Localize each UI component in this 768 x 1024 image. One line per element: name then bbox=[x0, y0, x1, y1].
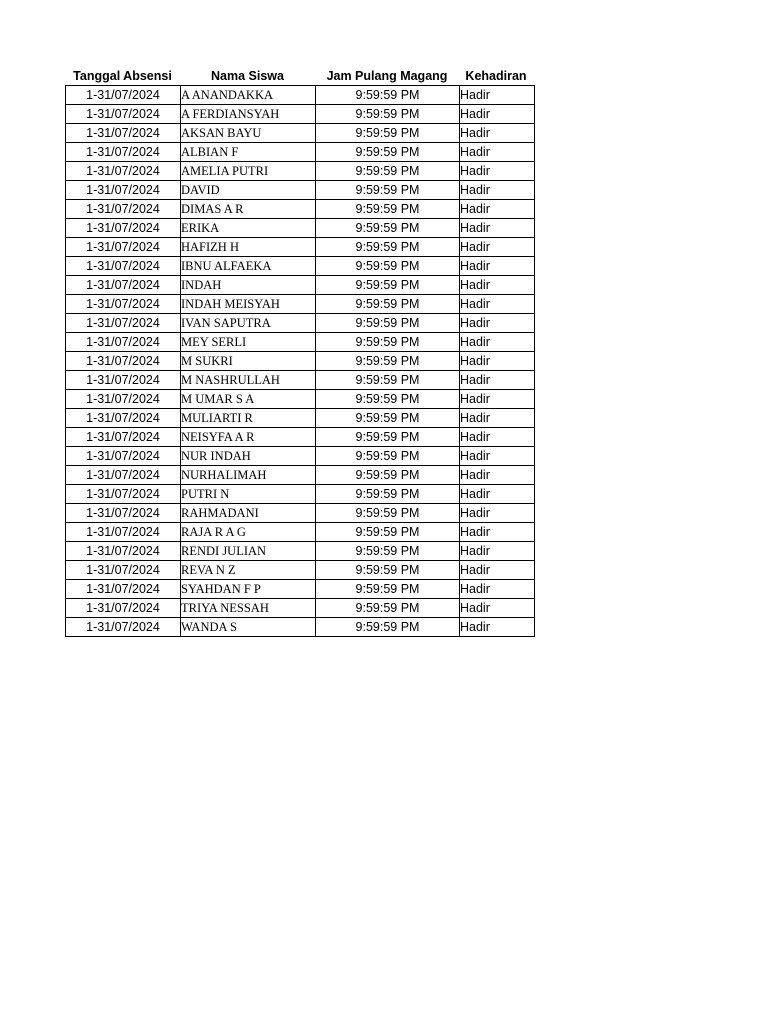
cell-name: SYAHDAN F P bbox=[181, 580, 316, 599]
cell-attendance: Hadir bbox=[460, 86, 535, 105]
cell-date: 1-31/07/2024 bbox=[66, 105, 181, 124]
cell-attendance: Hadir bbox=[460, 390, 535, 409]
cell-name: DIMAS A R bbox=[181, 200, 316, 219]
cell-date: 1-31/07/2024 bbox=[66, 409, 181, 428]
table-row bbox=[66, 200, 535, 219]
cell-name: AMELIA PUTRI bbox=[181, 162, 316, 181]
table-row bbox=[66, 390, 535, 409]
cell-attendance: Hadir bbox=[460, 105, 535, 124]
cell-date: 1-31/07/2024 bbox=[66, 352, 181, 371]
table-row bbox=[66, 485, 535, 504]
cell-attendance: Hadir bbox=[460, 162, 535, 181]
cell-date: 1-31/07/2024 bbox=[66, 466, 181, 485]
cell-attendance: Hadir bbox=[460, 523, 535, 542]
cell-attendance: Hadir bbox=[460, 181, 535, 200]
cell-time: 9:59:59 PM bbox=[316, 409, 460, 428]
cell-attendance: Hadir bbox=[460, 124, 535, 143]
cell-time: 9:59:59 PM bbox=[316, 143, 460, 162]
cell-date: 1-31/07/2024 bbox=[66, 86, 181, 105]
cell-time: 9:59:59 PM bbox=[316, 124, 460, 143]
cell-date: 1-31/07/2024 bbox=[66, 124, 181, 143]
cell-name: REVA N Z bbox=[181, 561, 316, 580]
cell-time: 9:59:59 PM bbox=[316, 352, 460, 371]
cell-name: DAVID bbox=[181, 181, 316, 200]
cell-time: 9:59:59 PM bbox=[316, 105, 460, 124]
table-row bbox=[66, 523, 535, 542]
table-row bbox=[66, 143, 535, 162]
cell-attendance: Hadir bbox=[460, 504, 535, 523]
cell-name: ERIKA bbox=[181, 219, 316, 238]
cell-date: 1-31/07/2024 bbox=[66, 599, 181, 618]
cell-attendance: Hadir bbox=[460, 466, 535, 485]
cell-time: 9:59:59 PM bbox=[316, 504, 460, 523]
table-row bbox=[66, 86, 535, 105]
cell-attendance: Hadir bbox=[460, 599, 535, 618]
cell-attendance: Hadir bbox=[460, 618, 535, 637]
cell-name: AKSAN BAYU bbox=[181, 124, 316, 143]
table-row bbox=[66, 333, 535, 352]
cell-time: 9:59:59 PM bbox=[316, 542, 460, 561]
cell-date: 1-31/07/2024 bbox=[66, 485, 181, 504]
cell-date: 1-31/07/2024 bbox=[66, 561, 181, 580]
cell-attendance: Hadir bbox=[460, 409, 535, 428]
table-row bbox=[66, 238, 535, 257]
table-body bbox=[66, 86, 535, 637]
cell-name: IBNU ALFAEKA bbox=[181, 257, 316, 276]
table-row bbox=[66, 618, 535, 637]
cell-time: 9:59:59 PM bbox=[316, 428, 460, 447]
cell-time: 9:59:59 PM bbox=[316, 86, 460, 105]
cell-date: 1-31/07/2024 bbox=[66, 447, 181, 466]
header-name: Nama Siswa bbox=[211, 69, 284, 83]
cell-attendance: Hadir bbox=[460, 561, 535, 580]
table-row bbox=[66, 371, 535, 390]
header-attendance: Kehadiran bbox=[465, 69, 527, 83]
cell-attendance: Hadir bbox=[460, 542, 535, 561]
cell-attendance: Hadir bbox=[460, 143, 535, 162]
cell-attendance: Hadir bbox=[460, 314, 535, 333]
table-row bbox=[66, 257, 535, 276]
cell-time: 9:59:59 PM bbox=[316, 181, 460, 200]
cell-name: NEISYFA A R bbox=[181, 428, 316, 447]
cell-time: 9:59:59 PM bbox=[316, 219, 460, 238]
cell-attendance: Hadir bbox=[460, 485, 535, 504]
header-date: Tanggal Absensi bbox=[73, 69, 172, 83]
attendance-table bbox=[65, 85, 535, 637]
header-time: Jam Pulang Magang bbox=[326, 69, 448, 83]
cell-date: 1-31/07/2024 bbox=[66, 143, 181, 162]
table-row bbox=[66, 352, 535, 371]
cell-name: INDAH MEISYAH bbox=[181, 295, 316, 314]
cell-name: RAJA R A G bbox=[181, 523, 316, 542]
cell-date: 1-31/07/2024 bbox=[66, 618, 181, 637]
table-row bbox=[66, 219, 535, 238]
table-row bbox=[66, 181, 535, 200]
cell-time: 9:59:59 PM bbox=[316, 523, 460, 542]
table-row bbox=[66, 561, 535, 580]
table-row bbox=[66, 466, 535, 485]
header-row bbox=[65, 67, 535, 85]
cell-date: 1-31/07/2024 bbox=[66, 428, 181, 447]
cell-name: ALBIAN F bbox=[181, 143, 316, 162]
cell-time: 9:59:59 PM bbox=[316, 618, 460, 637]
cell-time: 9:59:59 PM bbox=[316, 599, 460, 618]
cell-date: 1-31/07/2024 bbox=[66, 390, 181, 409]
cell-date: 1-31/07/2024 bbox=[66, 276, 181, 295]
cell-time: 9:59:59 PM bbox=[316, 238, 460, 257]
table-row bbox=[66, 599, 535, 618]
cell-date: 1-31/07/2024 bbox=[66, 333, 181, 352]
cell-date: 1-31/07/2024 bbox=[66, 314, 181, 333]
cell-time: 9:59:59 PM bbox=[316, 580, 460, 599]
cell-date: 1-31/07/2024 bbox=[66, 371, 181, 390]
cell-date: 1-31/07/2024 bbox=[66, 542, 181, 561]
table-row bbox=[66, 447, 535, 466]
cell-name: NURHALIMAH bbox=[181, 466, 316, 485]
cell-attendance: Hadir bbox=[460, 428, 535, 447]
cell-name: PUTRI N bbox=[181, 485, 316, 504]
cell-time: 9:59:59 PM bbox=[316, 314, 460, 333]
table-row bbox=[66, 504, 535, 523]
table-row bbox=[66, 295, 535, 314]
cell-time: 9:59:59 PM bbox=[316, 390, 460, 409]
cell-date: 1-31/07/2024 bbox=[66, 219, 181, 238]
cell-name: INDAH bbox=[181, 276, 316, 295]
cell-attendance: Hadir bbox=[460, 276, 535, 295]
cell-attendance: Hadir bbox=[460, 295, 535, 314]
table-row bbox=[66, 580, 535, 599]
cell-name: M SUKRI bbox=[181, 352, 316, 371]
table-row bbox=[66, 314, 535, 333]
cell-attendance: Hadir bbox=[460, 200, 535, 219]
cell-name: MULIARTI R bbox=[181, 409, 316, 428]
cell-time: 9:59:59 PM bbox=[316, 276, 460, 295]
cell-time: 9:59:59 PM bbox=[316, 200, 460, 219]
cell-name: HAFIZH H bbox=[181, 238, 316, 257]
cell-time: 9:59:59 PM bbox=[316, 333, 460, 352]
cell-name: IVAN SAPUTRA bbox=[181, 314, 316, 333]
table-row bbox=[66, 542, 535, 561]
table-row bbox=[66, 428, 535, 447]
cell-attendance: Hadir bbox=[460, 580, 535, 599]
cell-date: 1-31/07/2024 bbox=[66, 181, 181, 200]
cell-name: MEY SERLI bbox=[181, 333, 316, 352]
cell-time: 9:59:59 PM bbox=[316, 371, 460, 390]
cell-time: 9:59:59 PM bbox=[316, 561, 460, 580]
cell-attendance: Hadir bbox=[460, 219, 535, 238]
cell-name: RENDI JULIAN bbox=[181, 542, 316, 561]
cell-name: NUR INDAH bbox=[181, 447, 316, 466]
cell-date: 1-31/07/2024 bbox=[66, 504, 181, 523]
table-row bbox=[66, 105, 535, 124]
cell-name: M UMAR S A bbox=[181, 390, 316, 409]
cell-time: 9:59:59 PM bbox=[316, 447, 460, 466]
cell-date: 1-31/07/2024 bbox=[66, 257, 181, 276]
cell-name: TRIYA NESSAH bbox=[181, 599, 316, 618]
cell-time: 9:59:59 PM bbox=[316, 466, 460, 485]
cell-name: A FERDIANSYAH bbox=[181, 105, 316, 124]
cell-attendance: Hadir bbox=[460, 371, 535, 390]
cell-attendance: Hadir bbox=[460, 257, 535, 276]
cell-date: 1-31/07/2024 bbox=[66, 238, 181, 257]
attendance-sheet bbox=[65, 67, 535, 637]
table-row bbox=[66, 124, 535, 143]
cell-date: 1-31/07/2024 bbox=[66, 523, 181, 542]
cell-date: 1-31/07/2024 bbox=[66, 200, 181, 219]
cell-attendance: Hadir bbox=[460, 352, 535, 371]
cell-time: 9:59:59 PM bbox=[316, 295, 460, 314]
cell-name: A ANANDAKKA bbox=[181, 86, 316, 105]
cell-date: 1-31/07/2024 bbox=[66, 295, 181, 314]
cell-name: M NASHRULLAH bbox=[181, 371, 316, 390]
cell-time: 9:59:59 PM bbox=[316, 257, 460, 276]
table-row bbox=[66, 276, 535, 295]
cell-date: 1-31/07/2024 bbox=[66, 162, 181, 181]
table-row bbox=[66, 162, 535, 181]
cell-name: RAHMADANI bbox=[181, 504, 316, 523]
cell-name: WANDA S bbox=[181, 618, 316, 637]
cell-attendance: Hadir bbox=[460, 238, 535, 257]
table-row bbox=[66, 409, 535, 428]
cell-attendance: Hadir bbox=[460, 447, 535, 466]
cell-time: 9:59:59 PM bbox=[316, 485, 460, 504]
cell-date: 1-31/07/2024 bbox=[66, 580, 181, 599]
cell-attendance: Hadir bbox=[460, 333, 535, 352]
cell-time: 9:59:59 PM bbox=[316, 162, 460, 181]
